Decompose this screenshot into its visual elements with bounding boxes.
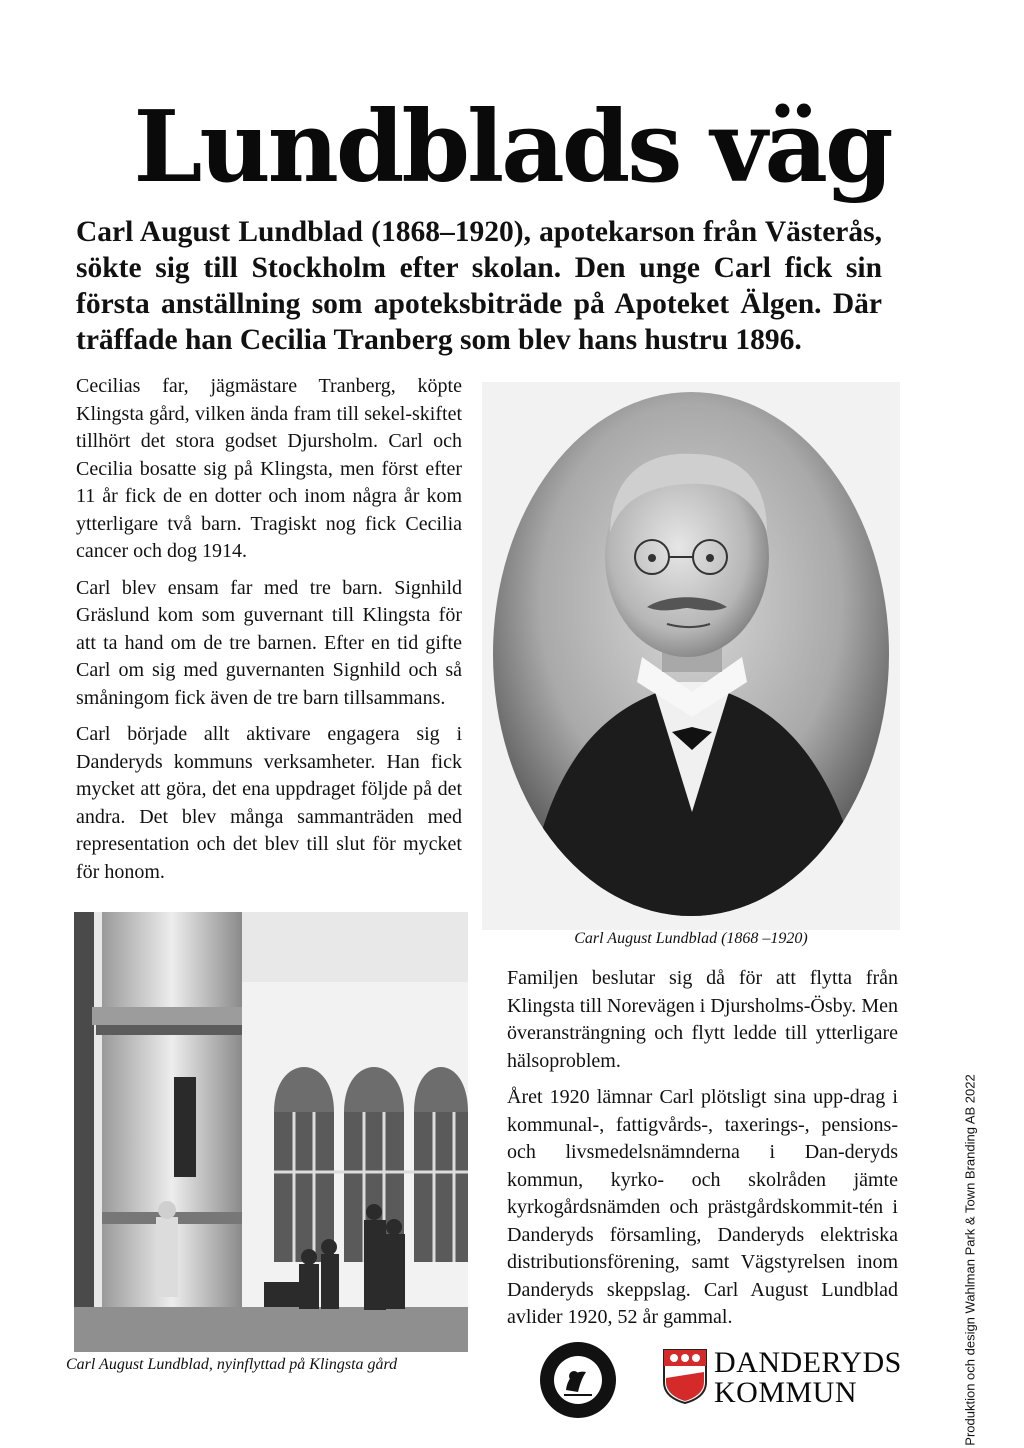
- hembygdsforening-seal-logo: [538, 1340, 618, 1420]
- paragraph: Året 1920 lämnar Carl plötsligt sina upp-drag i kommunal-, fattigvårds-, taxerings-, pensions- och livsmedelsnämnderna i Dan-deryds kommun, kyrko- och skolråden jämte kyrkogårdsnämden och prästgårdskommit-tén i Danderyds församling, Danderyds elektriska distributionsförening, samt Vägstyrelsen inom Danderyds skeppslag. Carl August Lundblad avlider 1920, 52 år gammal.: [507, 1086, 898, 1328]
- credit-text: Produktion och design Wahlman Park & Town Branding AB 2022: [962, 1074, 978, 1446]
- right-column: [507, 965, 898, 1341]
- paragraph: Carl började allt aktivare engagera sig i Danderyds kommuns verksamheter. Han fick mycket att göra, det ena uppdraget följde på det andra. Det blev många sammanträden med representation och det blev till slut för mycket för honom.: [76, 723, 462, 883]
- house-photo: [74, 912, 468, 1352]
- left-column: [76, 373, 462, 895]
- production-credit: [960, 1074, 980, 1446]
- kommun-name: [714, 1348, 902, 1408]
- kommun-line1: DANDERYDS: [714, 1346, 902, 1379]
- paragraph: Carl blev ensam far med tre barn. Signhild Gräslund kom som guvernant till Klingsta för att ta hand om de tre barnen. Efter en tid gifte Carl om sig med guvernanten Signhild och så småningom fick även de tre barn tillsammans.: [76, 576, 462, 709]
- lead-text: Carl August Lundblad (1868–1920), apotekarson från Västerås, sökte sig till Stockholm efter skolan. Den unge Carl fick sin första anställning som apoteksbiträde på Apoteket Älgen. Där träffade han Cecilia Tranberg som blev hans hustru 1896.: [76, 216, 882, 356]
- house-caption: Carl August Lundblad, nyinflyttad på Klingsta gård: [66, 1356, 398, 1373]
- lead-paragraph: [76, 214, 882, 358]
- portrait-caption: Carl August Lundblad (1868 –1920): [574, 930, 808, 947]
- kommun-line2: KOMMUN: [714, 1376, 858, 1409]
- kommun-shield-icon: [662, 1348, 708, 1404]
- paragraph: Familjen beslutar sig då för att flytta från Klingsta till Norevägen i Djursholms-Ösby. Men överansträngning och flytt ledde till ytterligare hälsoproblem.: [507, 967, 898, 1072]
- paragraph: Cecilias far, jägmästare Tranberg, köpte Klingsta gård, vilken ända fram till sekel-skiftet tillhört det stora godset Djursholm. Carl och Cecilia bosatte sig på Klingsta, men först efter 11 år fick de en dotter och inom några år kom ytterligare två barn. Tragiskt nog fick Cecilia cancer och dog 1914.: [76, 375, 462, 562]
- portrait-photo: [482, 382, 900, 930]
- page-title: Lundblads väg: [133, 90, 891, 205]
